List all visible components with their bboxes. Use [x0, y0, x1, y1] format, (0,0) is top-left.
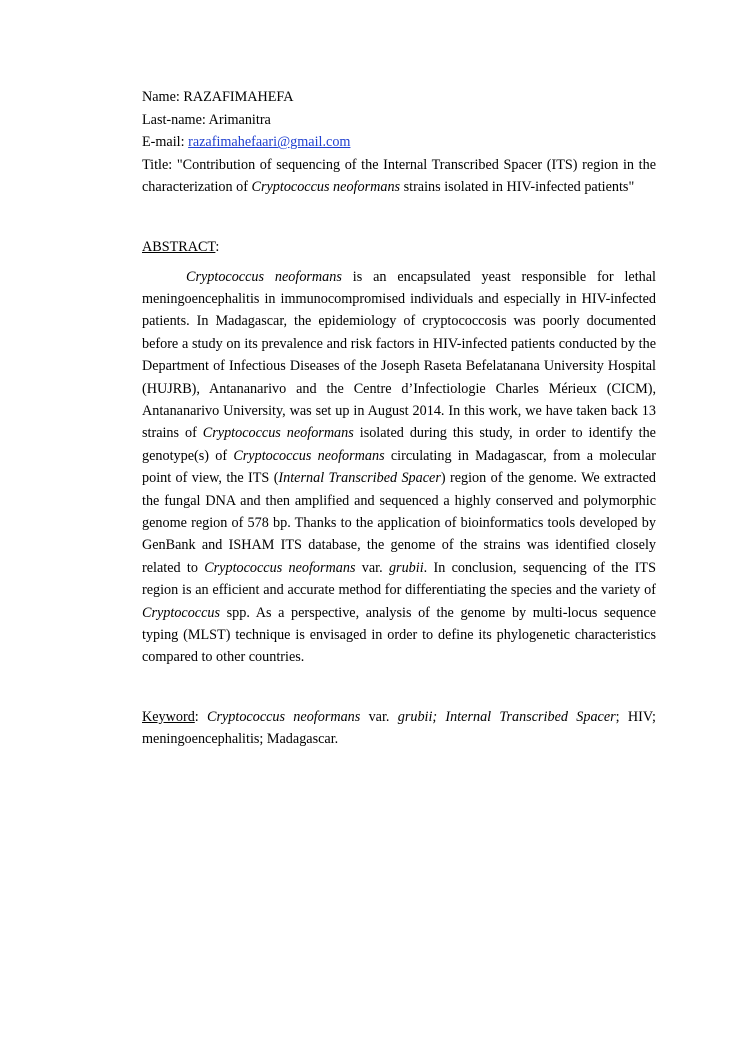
abstract-species-4: Cryptococcus neoformans — [204, 559, 356, 576]
keyword-species: Cryptococcus neoformans — [207, 708, 361, 725]
title-line — [142, 154, 656, 199]
abstract-text-5: var. — [355, 559, 389, 576]
email-line — [142, 131, 656, 154]
email-link[interactable]: razafimahefaari@gmail.com — [188, 134, 351, 151]
keywords-line — [142, 706, 656, 751]
email-label: E-mail: — [142, 134, 189, 151]
keyword-italic-terms: grubii; Internal Transcribed Spacer — [397, 708, 616, 725]
name-line — [142, 86, 656, 109]
name-label: Name: — [142, 89, 184, 105]
name-value: RAZAFIMAHEFA — [183, 89, 294, 105]
abstract-text-2: isolated during this study, in order to identify the genotype(s) of — [142, 425, 656, 464]
title-suffix: strains isolated in HIV-infected patients" — [400, 179, 635, 196]
abstract-text-7: spp. As a perspective, analysis of the genome by multi-locus sequence typing (MLST) technique is envisaged in order to define its phylogenetic characteristics compared to other countries. — [142, 604, 656, 666]
abstract-text-6: . In conclusion, sequencing of the ITS region is an efficient and accurate method for differentiating the species and the variety of — [142, 559, 656, 599]
abstract-text-1: is an encapsulated yeast responsible for lethal meningoencephalitis in immunocompromised individuals and especially in HIV-infected patients. In Madagascar, the epidemiology of cryptococcosis was poorly documented before a study on its prevalence and risk factors in HIV-infected patients conducted by the Department of Infectious Diseases of the Joseph Raseta Befelatanana University Hospital (HUJRB), Antananarivo and the Centre d’Infectiologie Charles Mérieux (CICM), Antananarivo University, was set up in August 2014. In this work, we have taken back 13 strains of — [142, 268, 656, 442]
abstract-its-term: Internal Transcribed Spacer — [278, 470, 441, 487]
abstract-heading-colon: : — [215, 238, 220, 255]
abstract-text-4: ) region of the genome. We extracted the fungal DNA and then amplified and sequenced a highly conserved and polymorphic genome region of 578 bp. Thanks to the application of bioinformatics tools developed by GenBank and ISHAM ITS database, the genome of the strains was identified closely related to — [142, 470, 657, 576]
abstract-genus: Cryptococcus — [142, 604, 221, 621]
document-page — [142, 86, 656, 751]
keyword-var: var. — [360, 708, 398, 725]
abstract-variety: grubii — [388, 559, 424, 576]
keywords-label: Keyword — [142, 708, 195, 725]
abstract-text-3: circulating in Madagascar, from a molecular point of view, the ITS ( — [142, 447, 657, 487]
abstract-heading-text: ABSTRACT — [142, 238, 216, 255]
abstract-body — [142, 266, 656, 669]
abstract-species-3: Cryptococcus neoformans — [233, 447, 385, 464]
abstract-heading — [142, 236, 656, 259]
abstract-species-2: Cryptococcus neoformans — [202, 425, 354, 442]
title-species: Cryptococcus neoformans — [251, 179, 401, 196]
title-prefix: Title: "Contribution of sequencing of the Internal Transcribed Spacer (ITS) region in the characterization of — [142, 156, 656, 196]
keywords-colon: : — [194, 708, 208, 725]
abstract-species-1: Cryptococcus neoformans — [186, 268, 342, 285]
lastname-value: Arimanitra — [208, 111, 271, 128]
lastname-line — [142, 109, 656, 132]
keyword-rest: ; HIV; meningoencephalitis; Madagascar. — [142, 708, 656, 748]
lastname-label: Last-name: — [142, 111, 209, 128]
